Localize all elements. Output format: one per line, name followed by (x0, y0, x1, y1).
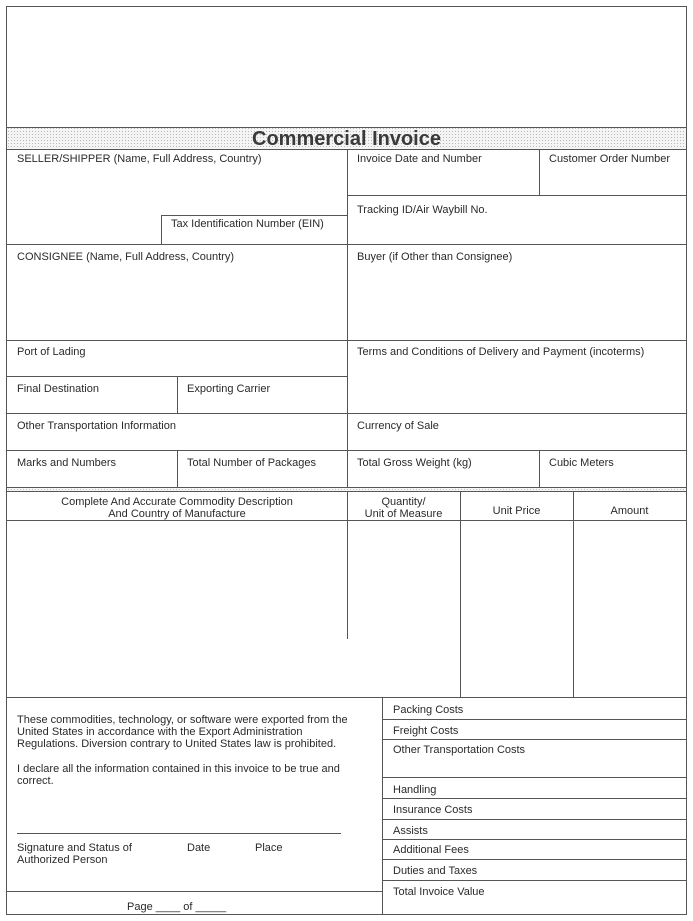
port-of-lading-field[interactable]: Port of Lading (17, 346, 86, 358)
amount-header: Amount (610, 505, 649, 517)
duties-and-taxes-field[interactable]: Duties and Taxes (393, 865, 478, 877)
other-transportation-info-field[interactable]: Other Transportation Information (17, 420, 176, 432)
signature-label-line1: Signature and Status of (17, 842, 132, 854)
other-transportation-costs-field[interactable]: Other Transportation Costs (393, 744, 526, 756)
carrier-divider (177, 376, 178, 413)
commodity-description-line2: And Country of Manufacture (108, 508, 246, 520)
final-destination-field[interactable]: Final Destination (17, 383, 99, 395)
quantity-header (347, 496, 460, 520)
total-packages-field[interactable]: Total Number of Packages (187, 457, 317, 469)
marks-and-numbers-field[interactable]: Marks and Numbers (17, 457, 117, 469)
band-bottom-rule (7, 491, 686, 492)
quantity-header-line2: Unit of Measure (364, 508, 443, 520)
unit-price-cell[interactable] (461, 521, 573, 697)
title-top-rule (7, 127, 686, 128)
other-transport-costs-top-rule (382, 739, 686, 740)
commodity-description-cell[interactable] (7, 521, 347, 697)
unit-price-header: Unit Price (492, 505, 541, 517)
total-top-rule (382, 880, 686, 881)
port-row-top-rule (7, 340, 686, 341)
table-bottom-rule (7, 697, 686, 698)
total-invoice-value-field[interactable]: Total Invoice Value (393, 886, 485, 898)
cubic-meters-field[interactable]: Cubic Meters (549, 457, 614, 469)
amount-cell[interactable] (574, 521, 686, 697)
packing-costs-field[interactable]: Packing Costs (393, 704, 464, 716)
tracking-id-field[interactable]: Tracking ID/Air Waybill No. (357, 204, 488, 216)
quantity-header-line1: Quantity/ (381, 496, 426, 508)
assists-field[interactable]: Assists (393, 825, 428, 837)
date-label: Date (187, 842, 211, 854)
consignee-top-rule (7, 244, 686, 245)
declaration-statement: I declare all the information contained in this invoice to be true and correct. (17, 763, 340, 787)
tax-id-divider (161, 215, 162, 244)
invoice-date-number-field[interactable]: Invoice Date and Number (357, 153, 482, 165)
cubic-meters-divider (539, 450, 540, 487)
assists-top-rule (382, 819, 686, 820)
quantity-cell[interactable] (348, 521, 460, 697)
commercial-invoice-form (6, 6, 687, 915)
freight-costs-field[interactable]: Freight Costs (393, 725, 459, 737)
insurance-costs-field[interactable]: Insurance Costs (393, 804, 473, 816)
commodity-description-line1: Complete And Accurate Commodity Description (61, 496, 293, 508)
freight-top-rule (382, 719, 686, 720)
incoterms-field[interactable]: Terms and Conditions of Delivery and Payment (incoterms) (357, 346, 645, 358)
seller-shipper-field[interactable]: SELLER/SHIPPER (Name, Full Address, Country) (17, 153, 262, 165)
signature-label (17, 842, 132, 866)
signature-line[interactable] (17, 833, 341, 834)
costs-column-divider (382, 697, 383, 914)
buyer-field[interactable]: Buyer (if Other than Consignee) (357, 251, 513, 263)
customer-order-divider (539, 149, 540, 195)
tax-id-top-rule (161, 215, 347, 216)
page-title: Commercial Invoice (252, 128, 441, 150)
customer-order-number-field[interactable]: Customer Order Number (549, 153, 671, 165)
duties-top-rule (382, 859, 686, 860)
tax-id-field[interactable]: Tax Identification Number (EIN) (171, 218, 324, 230)
commodity-description-header (7, 496, 347, 520)
handling-top-rule (382, 777, 686, 778)
additional-fees-field[interactable]: Additional Fees (393, 844, 469, 856)
additional-fees-top-rule (382, 839, 686, 840)
export-statement: These commodities, technology, or software were exported from the United States in accordance with the Export Administration Regulations. Diversion contrary to United States law is prohibited. (17, 714, 348, 750)
consignee-field[interactable]: CONSIGNEE (Name, Full Address, Country) (17, 251, 235, 263)
packages-divider (177, 450, 178, 487)
invoice-row-rule (347, 195, 686, 196)
signature-label-line2: Authorized Person (17, 854, 108, 866)
handling-field[interactable]: Handling (393, 784, 437, 796)
place-label: Place (255, 842, 283, 854)
page-row-top-rule (7, 891, 382, 892)
currency-of-sale-field[interactable]: Currency of Sale (357, 420, 439, 432)
other-transport-top-rule (7, 413, 686, 414)
marks-row-top-rule (7, 450, 686, 451)
page-number: Page ____ of _____ (127, 901, 227, 913)
gross-weight-field[interactable]: Total Gross Weight (kg) (357, 457, 472, 469)
insurance-top-rule (382, 798, 686, 799)
exporting-carrier-field[interactable]: Exporting Carrier (187, 383, 271, 395)
